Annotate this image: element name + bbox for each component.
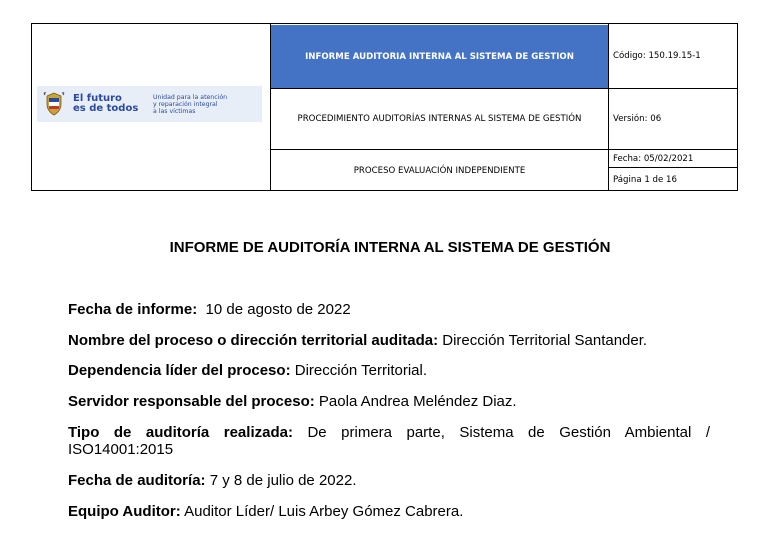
field-label: Dependencia líder del proceso: <box>68 362 291 379</box>
field-label: Servidor responsable del proceso: <box>68 393 315 410</box>
procedure-cell: PROCEDIMIENTO AUDITORÍAS INTERNAS AL SISTEMA DE GESTIÓN <box>297 114 582 124</box>
responsible-field <box>68 393 710 410</box>
report-title-cell: INFORME AUDITORIA INTERNA AL SISTEMA DE GESTION <box>271 25 608 88</box>
logo-brand: El futuro es de todos <box>73 93 139 114</box>
document-header-table <box>31 23 738 191</box>
logo-subtitle: Unidad para la atención y reparación integral a las víctimas <box>153 93 228 115</box>
field-value: 10 de agosto de 2022 <box>205 301 351 318</box>
field-label: Fecha de informe: <box>68 301 198 318</box>
page-number-cell: Página 1 de 16 <box>613 174 677 185</box>
field-value: Paola Andrea Meléndez Diaz. <box>318 393 517 410</box>
audit-type-field <box>68 424 710 441</box>
report-date-field <box>68 301 710 318</box>
field-value: Dirección Territorial. <box>294 362 427 379</box>
document-title: INFORME DE AUDITORÍA INTERNA AL SISTEMA DE GESTIÓN <box>169 239 611 256</box>
field-label: Nombre del proceso o dirección territorial auditada: <box>68 332 439 349</box>
audit-date-field <box>68 472 710 489</box>
field-label: Tipo de auditoría realizada: <box>68 424 293 441</box>
process-cell: PROCESO EVALUACIÓN INDEPENDIENTE <box>353 165 526 176</box>
colombia-coat-of-arms-icon <box>41 91 67 117</box>
field-label: Equipo Auditor: <box>68 503 181 520</box>
audit-team-field <box>68 503 710 520</box>
date-cell: Fecha: 05/02/2021 <box>613 153 694 164</box>
field-label: Fecha de auditoría: <box>68 472 206 489</box>
field-value: Auditor Líder/ Luis Arbey Gómez Cabrera. <box>184 503 464 520</box>
field-value: De primera parte, Sistema de Gestión Ambiental / <box>307 424 710 441</box>
field-value: ISO14001:2015 <box>68 441 174 458</box>
code-cell: Código: 150.19.15-1 <box>613 51 701 61</box>
lead-unit-field <box>68 362 710 379</box>
logo <box>37 86 262 122</box>
field-value: 7 y 8 de julio de 2022. <box>209 472 357 489</box>
audit-type-field-continuation <box>68 441 710 458</box>
version-cell: Versión: 06 <box>613 114 662 124</box>
process-name-field <box>68 332 710 349</box>
field-value: Dirección Territorial Santander. <box>442 332 648 349</box>
